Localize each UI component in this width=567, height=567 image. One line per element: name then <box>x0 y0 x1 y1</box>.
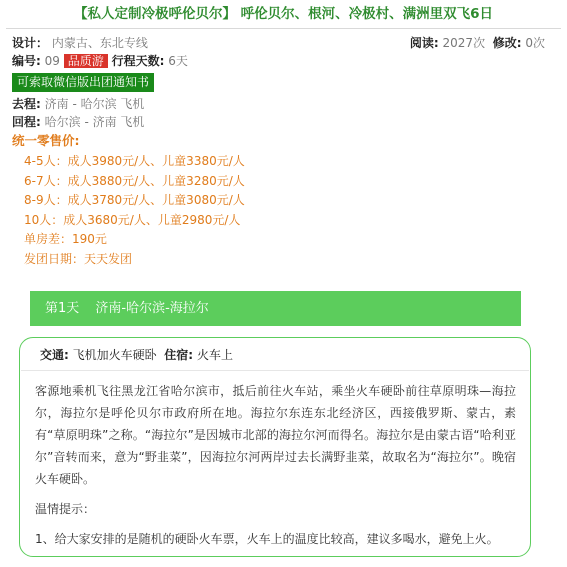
design-row <box>12 34 567 52</box>
back-label: 回程: <box>12 115 41 129</box>
card-body <box>35 380 516 550</box>
code-label: 编号: <box>12 54 41 68</box>
design-value: 内蒙古、东北专线 <box>51 36 148 50</box>
views-value: 2027次 <box>442 36 486 50</box>
code-row <box>12 52 567 70</box>
tip-title: 温情提示： <box>35 502 96 516</box>
tip-item: 1、给大家安排的是随机的硬卧火车票，火车上的温度比较高，建议多喝水，避免上火。 <box>35 532 499 546</box>
price-line: 10人：成人3680元/人、儿童2980元/人 <box>24 212 241 227</box>
day-route: 济南-哈尔滨-海拉尔 <box>95 301 209 316</box>
quality-badge: 品质游 <box>64 54 108 68</box>
go-row <box>12 95 567 113</box>
day-header <box>30 291 521 326</box>
price-title: 统一零售价: <box>12 133 80 148</box>
go-label: 去程: <box>12 97 41 111</box>
back-row <box>12 113 567 131</box>
single-room-supplement: 单房差：190元 <box>24 232 107 246</box>
price-line: 6-7人：成人3880元/人、儿童3280元/人 <box>24 173 245 188</box>
views-label: 阅读: <box>409 36 439 50</box>
day-description: 客源地乘机飞往黑龙江省哈尔滨市，抵后前往火车站，乘坐火车硬卧前往草原明珠—海拉尔，海拉尔是呼伦贝尔市政府所在地。海拉尔东连东北经济区，西接俄罗斯、蒙古，素有“草原明珠”之称。“海拉尔”是因城市北部的海拉尔河而得名。海拉尔是由蒙古语“哈利亚尔”音转而来，意为“野韭菜”，因海拉尔河两岸过去长满野韭菜，故取名为“海拉尔”。晚宿火车硬卧。 <box>35 384 516 486</box>
price-list <box>24 152 567 269</box>
transport-label: 交通: <box>40 348 69 362</box>
day-number: 第1天 <box>45 301 80 316</box>
stats <box>410 34 545 52</box>
title-divider <box>6 28 561 29</box>
go-value: 济南 - 哈尔滨 飞机 <box>44 97 145 111</box>
code-value: 09 <box>44 54 60 68</box>
back-value: 哈尔滨 - 济南 飞机 <box>44 115 145 129</box>
stay-label: 住宿: <box>164 348 194 362</box>
notice-button[interactable]: 可索取微信版出团通知书 <box>12 73 154 92</box>
stay-value: 火车上 <box>196 348 233 362</box>
price-line: 8-9人：成人3780元/人、儿童3080元/人 <box>24 193 245 207</box>
day-card <box>19 337 531 557</box>
days-label: 行程天数: <box>111 54 165 68</box>
modify-label: 修改: <box>492 36 522 50</box>
design-label: 设计： <box>12 36 49 50</box>
departure-date: 发团日期：天天发团 <box>24 251 133 266</box>
transport-value: 飞机加火车硬卧 <box>72 348 157 362</box>
card-head <box>40 346 530 364</box>
days-value: 6天 <box>168 54 188 68</box>
page-title: 【私人定制冷极呼伦贝尔】 呼伦贝尔、根河、冷极村、满洲里双飞6日 <box>73 6 494 22</box>
card-divider <box>21 370 529 371</box>
modify-value: 0次 <box>525 36 545 50</box>
price-line: 4-5人：成人3980元/人、儿童3380元/人 <box>24 154 245 168</box>
